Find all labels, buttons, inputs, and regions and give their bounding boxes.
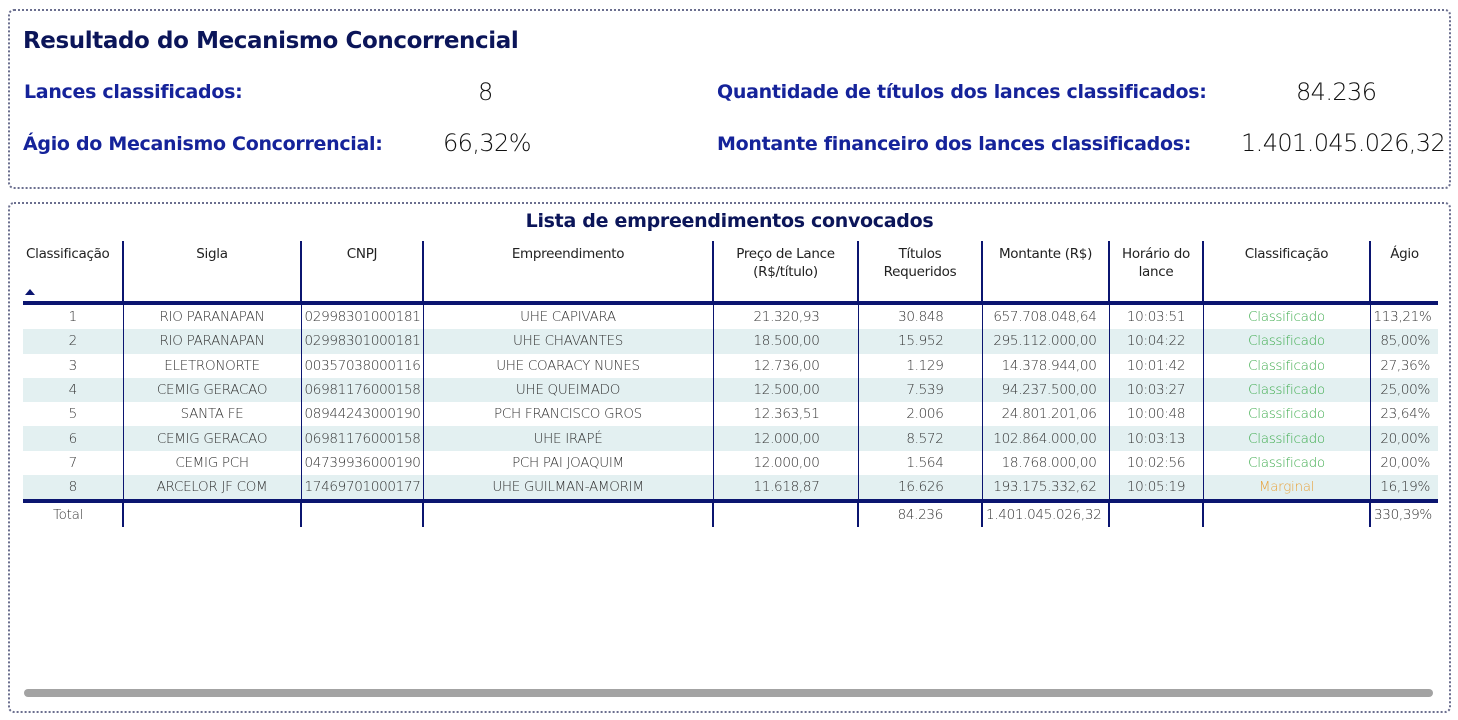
cell-status: Classificado (1203, 451, 1370, 475)
total-cell-empty (1203, 501, 1370, 527)
cell-cnpj: 02998301000181 (301, 329, 423, 353)
cell-classificacao: 3 (23, 354, 123, 378)
cell-empreendimento: UHE CAPIVARA (423, 303, 713, 329)
lances-classificados-value: 8 (478, 78, 493, 106)
cell-preco-lance: 12.736,00 (713, 354, 858, 378)
cell-titulos: 16.626 (858, 475, 982, 501)
column-header-horario-lance[interactable]: Horário do lance (1109, 241, 1203, 303)
listing-title: Lista de empreendimentos convocados (525, 210, 934, 232)
column-header-preco-lance[interactable]: Preço de Lance (R$/título) (713, 241, 858, 303)
cell-montante: 102.864.000,00 (982, 426, 1109, 450)
table-row[interactable] (23, 303, 1438, 329)
cell-sigla: ARCELOR JF COM (123, 475, 301, 501)
table-row[interactable] (23, 426, 1438, 450)
cell-preco-lance: 12.000,00 (713, 451, 858, 475)
cell-sigla: CEMIG GERACAO (123, 426, 301, 450)
total-cell-empty (123, 501, 301, 527)
quantidade-titulos-value: 84.236 (1296, 78, 1377, 106)
total-montante: 1.401.045.026,32 (982, 501, 1109, 527)
table-row[interactable] (23, 329, 1438, 353)
cell-preco-lance: 12.500,00 (713, 378, 858, 402)
table-row[interactable] (23, 402, 1438, 426)
summary-title: Resultado do Mecanismo Concorrencial (23, 28, 519, 54)
column-header-agio[interactable]: Ágio (1370, 241, 1438, 303)
cell-horario: 10:00:48 (1109, 402, 1203, 426)
cell-montante: 18.768.000,00 (982, 451, 1109, 475)
column-header-classificacao[interactable] (23, 241, 123, 303)
column-header-label: Classificação (26, 246, 110, 262)
column-header-empreendimento[interactable]: Empreendimento (423, 241, 713, 303)
cell-montante: 657.708.048,64 (982, 303, 1109, 329)
cell-empreendimento: UHE IRAPÉ (423, 426, 713, 450)
cell-cnpj: 17469701000177 (301, 475, 423, 501)
column-header-cnpj[interactable]: CNPJ (301, 241, 423, 303)
cell-sigla: SANTA FE (123, 402, 301, 426)
cell-classificacao: 8 (23, 475, 123, 501)
cell-titulos: 30.848 (858, 303, 982, 329)
table-row[interactable] (23, 378, 1438, 402)
table-body (23, 303, 1438, 501)
cell-agio: 23,64% (1370, 402, 1438, 426)
cell-cnpj: 06981176000158 (301, 426, 423, 450)
cell-classificacao: 5 (23, 402, 123, 426)
cell-status: Classificado (1203, 402, 1370, 426)
column-header-titulos-requeridos[interactable]: Títulos Requeridos (858, 241, 982, 303)
cell-cnpj: 04739936000190 (301, 451, 423, 475)
cell-classificacao: 1 (23, 303, 123, 329)
horizontal-scrollbar[interactable] (24, 689, 1433, 697)
cell-horario: 10:04:22 (1109, 329, 1203, 353)
quantidade-titulos-label: Quantidade de títulos dos lances classificados: (717, 81, 1207, 103)
summary-card (8, 9, 1451, 189)
total-cell-empty (301, 501, 423, 527)
montante-financeiro-value: 1.401.045.026,32 (1241, 129, 1446, 157)
cell-titulos: 1.564 (858, 451, 982, 475)
lances-classificados-label: Lances classificados: (24, 81, 243, 103)
cell-cnpj: 08944243000190 (301, 402, 423, 426)
cell-titulos: 8.572 (858, 426, 982, 450)
cell-agio: 85,00% (1370, 329, 1438, 353)
cell-status: Classificado (1203, 329, 1370, 353)
cell-cnpj: 02998301000181 (301, 303, 423, 329)
cell-montante: 94.237.500,00 (982, 378, 1109, 402)
empreendimentos-table (23, 241, 1438, 527)
cell-titulos: 7.539 (858, 378, 982, 402)
total-cell-empty (1109, 501, 1203, 527)
cell-cnpj: 06981176000158 (301, 378, 423, 402)
cell-empreendimento: PCH FRANCISCO GROS (423, 402, 713, 426)
agio-value: 66,32% (443, 129, 531, 157)
cell-agio: 113,21% (1370, 303, 1438, 329)
total-titulos: 84.236 (858, 501, 982, 527)
cell-horario: 10:01:42 (1109, 354, 1203, 378)
total-label: Total (23, 501, 123, 527)
cell-horario: 10:03:13 (1109, 426, 1203, 450)
cell-empreendimento: PCH PAI JOAQUIM (423, 451, 713, 475)
cell-classificacao: 4 (23, 378, 123, 402)
cell-preco-lance: 12.000,00 (713, 426, 858, 450)
table-row[interactable] (23, 451, 1438, 475)
cell-montante: 14.378.944,00 (982, 354, 1109, 378)
cell-preco-lance: 11.618,87 (713, 475, 858, 501)
cell-sigla: RIO PARANAPAN (123, 303, 301, 329)
cell-sigla: CEMIG PCH (123, 451, 301, 475)
cell-agio: 20,00% (1370, 451, 1438, 475)
cell-classificacao: 2 (23, 329, 123, 353)
table-row[interactable] (23, 354, 1438, 378)
cell-status: Marginal (1203, 475, 1370, 501)
agio-label: Ágio do Mecanismo Concorrencial: (23, 133, 383, 155)
cell-empreendimento: UHE QUEIMADO (423, 378, 713, 402)
cell-sigla: RIO PARANAPAN (123, 329, 301, 353)
cell-horario: 10:05:19 (1109, 475, 1203, 501)
cell-agio: 25,00% (1370, 378, 1438, 402)
montante-financeiro-label: Montante financeiro dos lances classificados: (717, 133, 1192, 155)
total-cell-empty (713, 501, 858, 527)
total-cell-empty (423, 501, 713, 527)
cell-titulos: 2.006 (858, 402, 982, 426)
cell-empreendimento: UHE GUILMAN-AMORIM (423, 475, 713, 501)
cell-empreendimento: UHE CHAVANTES (423, 329, 713, 353)
cell-horario: 10:03:51 (1109, 303, 1203, 329)
cell-agio: 16,19% (1370, 475, 1438, 501)
cell-status: Classificado (1203, 303, 1370, 329)
cell-status: Classificado (1203, 426, 1370, 450)
cell-titulos: 1.129 (858, 354, 982, 378)
column-header-montante[interactable]: Montante (R$) (982, 241, 1109, 303)
cell-sigla: ELETRONORTE (123, 354, 301, 378)
cell-titulos: 15.952 (858, 329, 982, 353)
column-header-sigla[interactable]: Sigla (123, 241, 301, 303)
cell-preco-lance: 18.500,00 (713, 329, 858, 353)
cell-empreendimento: UHE COARACY NUNES (423, 354, 713, 378)
cell-horario: 10:02:56 (1109, 451, 1203, 475)
cell-preco-lance: 21.320,93 (713, 303, 858, 329)
table-header-row (23, 241, 1438, 303)
cell-preco-lance: 12.363,51 (713, 402, 858, 426)
table-total-row (23, 501, 1438, 527)
cell-montante: 295.112.000,00 (982, 329, 1109, 353)
cell-classificacao: 7 (23, 451, 123, 475)
cell-cnpj: 00357038000116 (301, 354, 423, 378)
table-row[interactable] (23, 475, 1438, 501)
cell-sigla: CEMIG GERACAO (123, 378, 301, 402)
cell-horario: 10:03:27 (1109, 378, 1203, 402)
sort-ascending-icon[interactable] (25, 289, 35, 295)
cell-classificacao: 6 (23, 426, 123, 450)
column-header-status-classificacao[interactable]: Classificação (1203, 241, 1370, 303)
cell-montante: 193.175.332,62 (982, 475, 1109, 501)
total-agio: 330,39% (1370, 501, 1438, 527)
cell-status: Classificado (1203, 378, 1370, 402)
cell-montante: 24.801.201,06 (982, 402, 1109, 426)
cell-agio: 20,00% (1370, 426, 1438, 450)
cell-agio: 27,36% (1370, 354, 1438, 378)
cell-status: Classificado (1203, 354, 1370, 378)
listing-card (8, 202, 1451, 713)
